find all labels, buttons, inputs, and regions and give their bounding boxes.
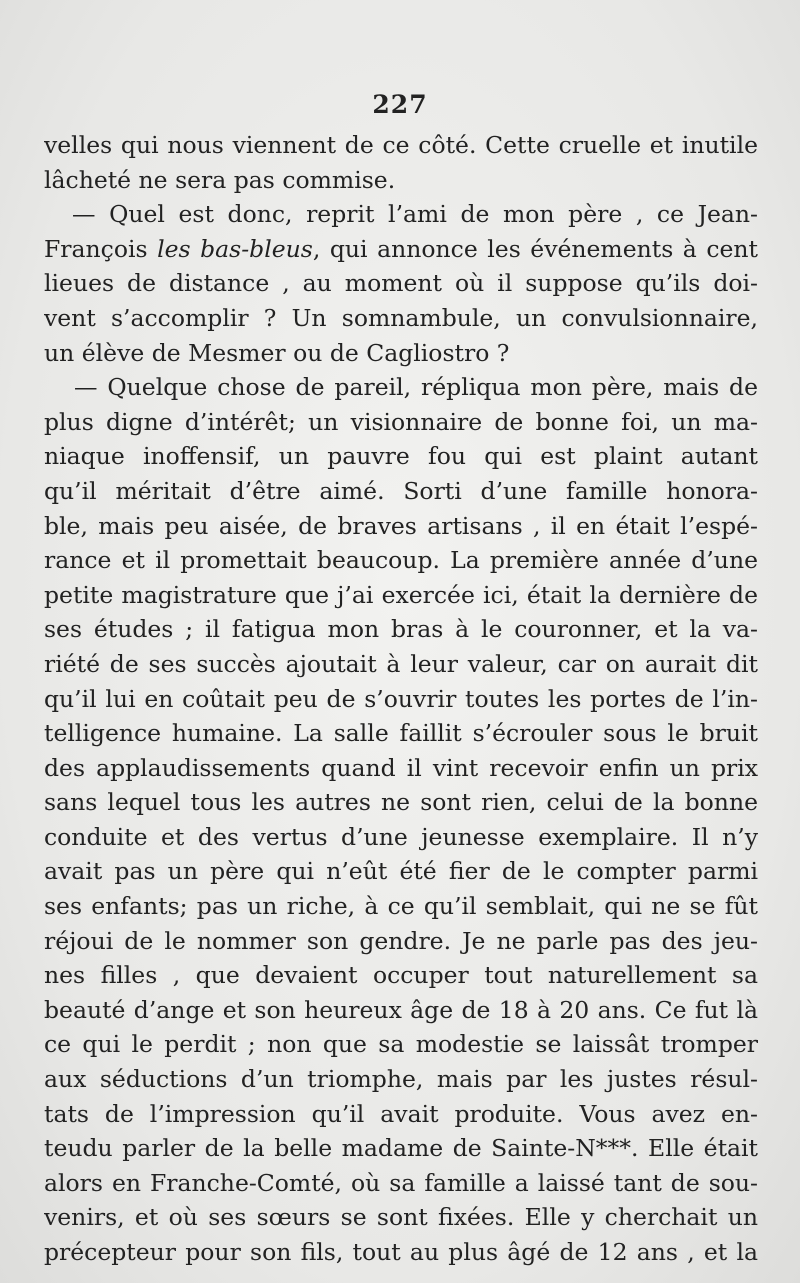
text-line: riété de ses succès ajoutait à leur valeur, car on aurait dit [44, 649, 758, 678]
text-line: petite magistrature que j’ai exercée ici, était la dernière de [44, 580, 758, 609]
text-line: lâcheté ne sera pas commise. [44, 165, 396, 194]
text-line: ce qui le perdit ; non que sa modestie se laissât tromper [44, 1030, 758, 1059]
text-line: teudu parler de la belle madame de Sainte-N***. Elle était [44, 1134, 758, 1163]
text-line: alors en Franche-Comté, où sa famille a laissé tant de sou- [44, 1168, 758, 1197]
text-line: — Quel est donc, reprit l’ami de mon père , ce Jean- [72, 200, 758, 229]
text-line: des applaudissements quand il vint recevoir enfin un prix [44, 753, 758, 782]
text-line: ses études ; il fatigua mon bras à le couronner, et la va- [44, 615, 758, 644]
text-line: précepteur pour son fils, tout au plus âgé de 12 ans , et la [44, 1238, 758, 1266]
text-line: avait pas un père qui n’eût été fier de le compter parmi [44, 857, 758, 886]
text-line: tats de l’impression qu’il avait produite. Vous avez en- [44, 1099, 758, 1128]
text-line: un élève de Mesmer ou de Cagliostro ? [44, 338, 510, 367]
text-line: ble, mais peu aisée, de braves artisans , il en était l’espé- [44, 511, 758, 540]
text-line: nes filles , que devaient occuper tout naturellement sa [44, 961, 758, 990]
text-line: lieues de distance , au moment où il suppose qu’ils doi- [44, 269, 758, 298]
text-line: qu’il méritait d’être aimé. Sorti d’une famille honora- [44, 476, 758, 505]
text-line: — Quelque chose de pareil, répliqua mon père, mais de [74, 373, 758, 402]
text-line: niaque inoffensif, un pauvre fou qui est plaint autant [44, 442, 758, 471]
text-line: réjoui de le nommer son gendre. Je ne parle pas des jeu- [44, 926, 758, 955]
text-line: François les bas-bleus, qui annonce les événements à cent [44, 234, 758, 263]
text-line: beauté d’ange et son heureux âge de 18 à 20 ans. Ce fut là [44, 995, 758, 1024]
text-line: rance et il promettait beaucoup. La première année d’une [44, 546, 758, 575]
page-number: 227 [372, 90, 428, 119]
text-line: sans lequel tous les autres ne sont rien, celui de la bonne [44, 788, 758, 817]
text-line: ses enfants; pas un riche, à ce qu’il semblait, qui ne se fût [44, 892, 758, 921]
text-line: conduite et des vertus d’une jeunesse exemplaire. Il n’y [44, 822, 758, 851]
italic-phrase: les bas-bleus [157, 234, 313, 263]
text-line: vent s’accomplir ? Un somnambule, un convulsionnaire, [44, 303, 758, 332]
text-line: aux séductions d’un triomphe, mais par les justes résul- [44, 1065, 758, 1094]
text-line: telligence humaine. La salle faillit s’écrouler sous le bruit [44, 719, 758, 748]
text-line: venirs, et où ses sœurs se sont fixées. Elle y cherchait un [44, 1203, 758, 1232]
body-text [44, 128, 758, 1270]
text-line: qu’il lui en coûtait peu de s’ouvrir toutes les portes de l’in- [44, 684, 758, 713]
text-line: velles qui nous viennent de ce côté. Cette cruelle et inutile [44, 131, 758, 159]
text-line: plus digne d’intérêt; un visionnaire de bonne foi, un ma- [44, 407, 758, 436]
